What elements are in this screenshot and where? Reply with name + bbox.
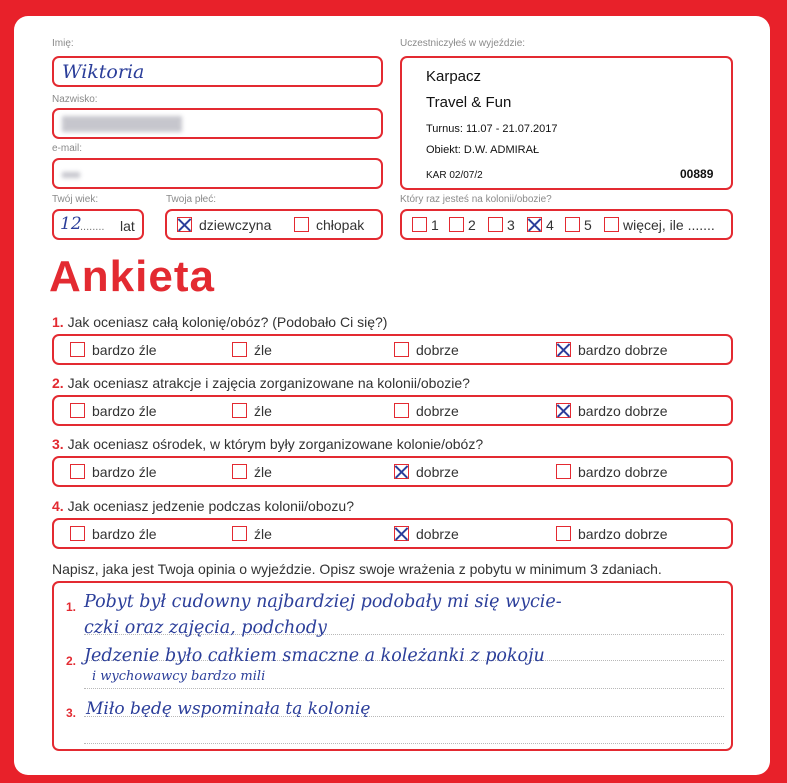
trip-turnus: Turnus: 11.07 - 21.07.2017 <box>426 123 558 135</box>
checkbox[interactable] <box>70 403 85 418</box>
opinion-line-1: Pobyt był cudowny najbardziej podobały mi się wycie- <box>84 592 562 612</box>
rating-option-label: bardzo dobrze <box>578 463 668 480</box>
question-3-text <box>52 436 483 452</box>
checkbox[interactable] <box>70 526 85 541</box>
rating-option[interactable] <box>394 336 459 363</box>
trip-code: KAR 02/07/2 <box>426 170 483 181</box>
checkbox[interactable] <box>488 217 503 232</box>
rating-option[interactable] <box>232 520 272 547</box>
times-option[interactable] <box>604 211 715 238</box>
survey-form <box>14 16 770 775</box>
question-label: Jak oceniasz całą kolonię/obóz? (Podobało Ci się?) <box>67 314 388 330</box>
question-number: 4. <box>52 498 64 514</box>
checkbox[interactable] <box>449 217 464 232</box>
rating-option[interactable] <box>70 336 157 363</box>
trip-card <box>400 56 733 190</box>
rating-option-label: dobrze <box>416 341 459 358</box>
times-option-label: 1 <box>431 216 439 233</box>
opinion-line-3: Jedzenie było całkiem smaczne a koleżanki z pokoju <box>84 646 545 666</box>
question-2-options <box>52 395 733 426</box>
checkbox[interactable] <box>232 526 247 541</box>
rating-option-label: źle <box>254 525 272 542</box>
rating-option-label: bardzo źle <box>92 402 157 419</box>
trip-label: Uczestniczyłeś w wyjeździe: <box>400 38 526 49</box>
checkbox[interactable] <box>556 526 571 541</box>
opinion-prompt: Napisz, jaka jest Twoja opinia o wyjeździe. Opisz swoje wrażenia z pobytu w minimum 3 zdaniach. <box>52 561 662 577</box>
question-3-options <box>52 456 733 487</box>
opinion-line-4: i wychowawcy bardzo mili <box>92 669 266 684</box>
checkbox-checked[interactable] <box>177 217 192 232</box>
checkbox-checked[interactable] <box>527 217 542 232</box>
age-label: Twój wiek: <box>52 194 99 205</box>
rating-option[interactable] <box>70 397 157 424</box>
surname-label: Nazwisko: <box>52 94 98 105</box>
checkbox[interactable] <box>394 403 409 418</box>
rating-option-label: bardzo dobrze <box>578 341 668 358</box>
redacted-email <box>62 172 80 178</box>
checkbox[interactable] <box>565 217 580 232</box>
survey-title: Ankieta <box>49 252 215 301</box>
rating-option[interactable] <box>556 336 668 363</box>
email-field[interactable] <box>52 158 383 189</box>
gender-option-label: dziewczyna <box>199 216 272 233</box>
times-option[interactable] <box>565 211 592 238</box>
times-option-label: 4 <box>546 216 554 233</box>
age-dots: ........ <box>80 221 105 233</box>
rating-option-label: dobrze <box>416 402 459 419</box>
checkbox[interactable] <box>232 403 247 418</box>
checkbox[interactable] <box>294 217 309 232</box>
name-field[interactable] <box>52 56 383 87</box>
times-option-label: 5 <box>584 216 592 233</box>
email-label: e-mail: <box>52 143 83 154</box>
opinion-number-1: 1. <box>66 600 77 614</box>
checkbox[interactable] <box>556 464 571 479</box>
checkbox[interactable] <box>412 217 427 232</box>
opinion-number-3: 3. <box>66 706 77 720</box>
checkbox-checked[interactable] <box>556 342 571 357</box>
rating-option-label: dobrze <box>416 525 459 542</box>
question-4-text <box>52 498 354 514</box>
question-1-text <box>52 314 387 330</box>
name-label: Imię: <box>52 38 74 49</box>
rating-option[interactable] <box>232 397 272 424</box>
checkbox-checked[interactable] <box>394 464 409 479</box>
name-value: Wiktoria <box>62 61 145 83</box>
times-option[interactable] <box>412 211 439 238</box>
gender-option-boy[interactable] <box>294 211 364 238</box>
gender-option-girl[interactable] <box>177 211 271 238</box>
ruled-line <box>84 688 724 689</box>
question-number: 3. <box>52 436 64 452</box>
checkbox[interactable] <box>70 464 85 479</box>
gender-option-label: chłopak <box>316 216 365 233</box>
rating-option-label: źle <box>254 341 272 358</box>
checkbox[interactable] <box>232 464 247 479</box>
surname-field[interactable] <box>52 108 383 139</box>
rating-option[interactable] <box>556 458 668 485</box>
rating-option[interactable] <box>394 397 459 424</box>
question-label: Jak oceniasz jedzenie podczas kolonii/obozu? <box>67 498 354 514</box>
trip-organizer: Travel & Fun <box>426 94 512 111</box>
opinion-line-5: Miło będę wspominała tą kolonię <box>86 699 371 719</box>
rating-option[interactable] <box>232 458 272 485</box>
rating-option-label: bardzo dobrze <box>578 402 668 419</box>
checkbox-checked[interactable] <box>556 403 571 418</box>
times-option[interactable] <box>449 211 476 238</box>
question-1-options <box>52 334 733 365</box>
rating-option-label: bardzo źle <box>92 463 157 480</box>
rating-option-label: bardzo źle <box>92 341 157 358</box>
rating-option[interactable] <box>394 458 459 485</box>
trip-obiekt: Obiekt: D.W. ADMIRAŁ <box>426 144 540 156</box>
checkbox-checked[interactable] <box>394 526 409 541</box>
times-option[interactable] <box>527 211 554 238</box>
opinion-number-2: 2. <box>66 654 77 668</box>
age-field[interactable] <box>52 209 144 240</box>
redacted-surname <box>62 116 182 132</box>
rating-option[interactable] <box>70 458 157 485</box>
rating-option[interactable] <box>232 336 272 363</box>
times-label: Który raz jesteś na kolonii/obozie? <box>400 194 552 205</box>
checkbox[interactable] <box>394 342 409 357</box>
rating-option-label: źle <box>254 463 272 480</box>
rating-option[interactable] <box>70 520 157 547</box>
times-option-label: 2 <box>468 216 476 233</box>
age-value: 12 <box>60 214 82 234</box>
rating-option[interactable] <box>556 520 668 547</box>
question-label: Jak oceniasz ośrodek, w którym były zorganizowane kolonie/obóz? <box>67 436 484 452</box>
trip-number: 00889 <box>680 167 714 181</box>
ruled-line <box>84 743 724 744</box>
times-field <box>400 209 733 240</box>
question-number: 1. <box>52 314 64 330</box>
rating-option-label: bardzo dobrze <box>578 525 668 542</box>
age-unit: lat <box>120 218 135 234</box>
rating-option[interactable] <box>556 397 668 424</box>
times-option-label: więcej, ile ....... <box>623 216 715 233</box>
opinion-line-2: czki oraz zajęcia, podchody <box>84 618 327 638</box>
checkbox[interactable] <box>232 342 247 357</box>
rating-option-label: dobrze <box>416 463 459 480</box>
checkbox[interactable] <box>70 342 85 357</box>
times-option[interactable] <box>488 211 515 238</box>
trip-destination: Karpacz <box>426 68 482 85</box>
gender-label: Twoja płeć: <box>166 194 217 205</box>
rating-option-label: bardzo źle <box>92 525 157 542</box>
checkbox[interactable] <box>604 217 619 232</box>
question-2-text <box>52 375 470 391</box>
gender-field <box>165 209 383 240</box>
rating-option-label: źle <box>254 402 272 419</box>
rating-option[interactable] <box>394 520 459 547</box>
question-label: Jak oceniasz atrakcje i zajęcia zorganizowane na kolonii/obozie? <box>67 375 470 391</box>
question-4-options <box>52 518 733 549</box>
times-option-label: 3 <box>507 216 515 233</box>
question-number: 2. <box>52 375 64 391</box>
